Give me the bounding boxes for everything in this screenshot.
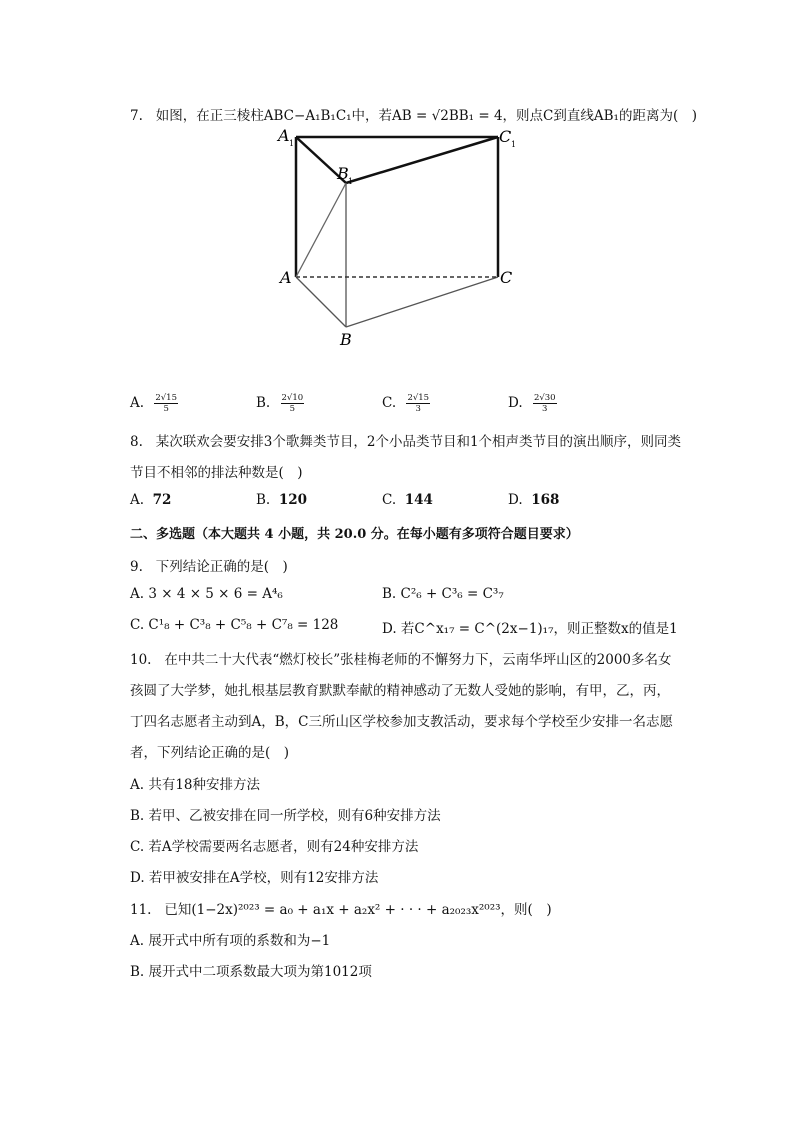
label-A1: A <box>278 126 290 145</box>
option-label: A. <box>130 395 145 411</box>
q11-option-b[interactable]: B. 展开式中二项系数最大项为第1012项 <box>130 964 372 980</box>
q10-number: 10. <box>130 652 152 668</box>
fraction: $\frac{2√15}{3}$ <box>407 393 430 414</box>
label-A1-sub: 1 <box>289 139 295 148</box>
label-B: B <box>340 330 352 349</box>
fraction: $\frac{2√30}{3}$ <box>533 393 556 414</box>
q9-number: 9. <box>130 559 143 575</box>
option-label: D. <box>508 395 523 411</box>
q8-number: 8. <box>130 434 143 450</box>
q10-line1: 10. 在中共二十大代表“燃灯校长”张桂梅老师的不懈努力下，云南华坪山区的2000多名女 <box>130 652 672 668</box>
q8-line1: 8. 某次联欢会要安排3个歌舞类节目，2个小品类节目和1个相声类节目的演出顺序，则同类 <box>130 434 682 450</box>
label-C1: C <box>499 127 512 146</box>
q10-option-a[interactable]: A. 共有18种安排方法 <box>130 777 261 793</box>
q11-stem: 11. 已知(1−2x)²⁰²³ = a₀ + a₁x + a₂x² + · · · + a₂₀₂₃x²⁰²³，则( ) <box>130 902 552 918</box>
fraction: $\frac{2√15}{5}$ <box>155 393 177 414</box>
q7-option-a[interactable] <box>130 393 178 414</box>
q8-option-a[interactable]: A. 72 <box>130 492 172 508</box>
q7-stem <box>130 104 697 124</box>
label-B1-sub: 1 <box>348 177 354 186</box>
q10-line4: 者，下列结论正确的是( ) <box>130 745 290 761</box>
q9-stem: 9. 下列结论正确的是( ) <box>130 559 288 575</box>
fraction: $\frac{2√10}{5}$ <box>281 393 304 414</box>
q11-number: 11. <box>130 902 152 918</box>
section-heading: 二、多选题（本大题共 4 小题，共 20.0 分。在每小题有多项符合题目要求） <box>130 527 579 542</box>
q8-option-d[interactable]: D. 168 <box>508 492 560 508</box>
q9-option-a[interactable]: A. 3 × 4 × 5 × 6 = A⁴₆ <box>130 586 283 602</box>
q7-text: 如图，在正三棱柱ABC−A₁B₁C₁中，若AB = √2BB₁ = 4，则点C到直线AB₁的距离为( ) <box>155 108 697 124</box>
q9-option-c[interactable]: C. C¹₈ + C³₈ + C⁵₈ + C⁷₈ = 128 <box>130 617 339 633</box>
q7-number: 7. <box>130 108 143 124</box>
q9-option-b[interactable]: B. C²₆ + C³₆ = C³₇ <box>382 586 504 602</box>
q10-option-b[interactable]: B. 若甲、乙被安排在同一所学校，则有6种安排方法 <box>130 808 441 824</box>
q10-option-d[interactable]: D. 若甲被安排在A学校，则有12安排方法 <box>130 870 379 886</box>
q10-line3: 丁四名志愿者主动到A，B，C三所山区学校参加支教活动，要求每个学校至少安排一名志愿 <box>130 714 673 730</box>
q10-option-c[interactable]: C. 若A学校需要两名志愿者，则有24种安排方法 <box>130 839 419 855</box>
q11-option-a[interactable]: A. 展开式中所有项的系数和为−1 <box>130 933 331 949</box>
label-C1-sub: 1 <box>511 140 517 149</box>
label-C: C <box>500 268 513 287</box>
q10-line2: 孩圆了大学梦，她扎根基层教育默默奉献的精神感动了无数人受她的影响，有甲，乙，丙， <box>130 683 670 699</box>
q7-option-b[interactable] <box>256 393 304 414</box>
q8-option-b[interactable]: B. 120 <box>256 492 307 508</box>
q8-option-c[interactable]: C. 144 <box>382 492 433 508</box>
q7-option-d[interactable] <box>508 393 557 414</box>
label-B1: B <box>337 164 349 183</box>
option-label: B. <box>256 395 271 411</box>
q7-option-c[interactable] <box>382 393 430 414</box>
prism-figure <box>270 125 530 355</box>
q9-option-d[interactable]: D. 若C^x₁₇ = C^(2x−1)₁₇，则正整数x的值是1 <box>382 621 678 637</box>
label-A: A <box>280 268 292 287</box>
option-label: C. <box>382 395 397 411</box>
q8-line2: 节目不相邻的排法种数是( ) <box>130 465 303 481</box>
